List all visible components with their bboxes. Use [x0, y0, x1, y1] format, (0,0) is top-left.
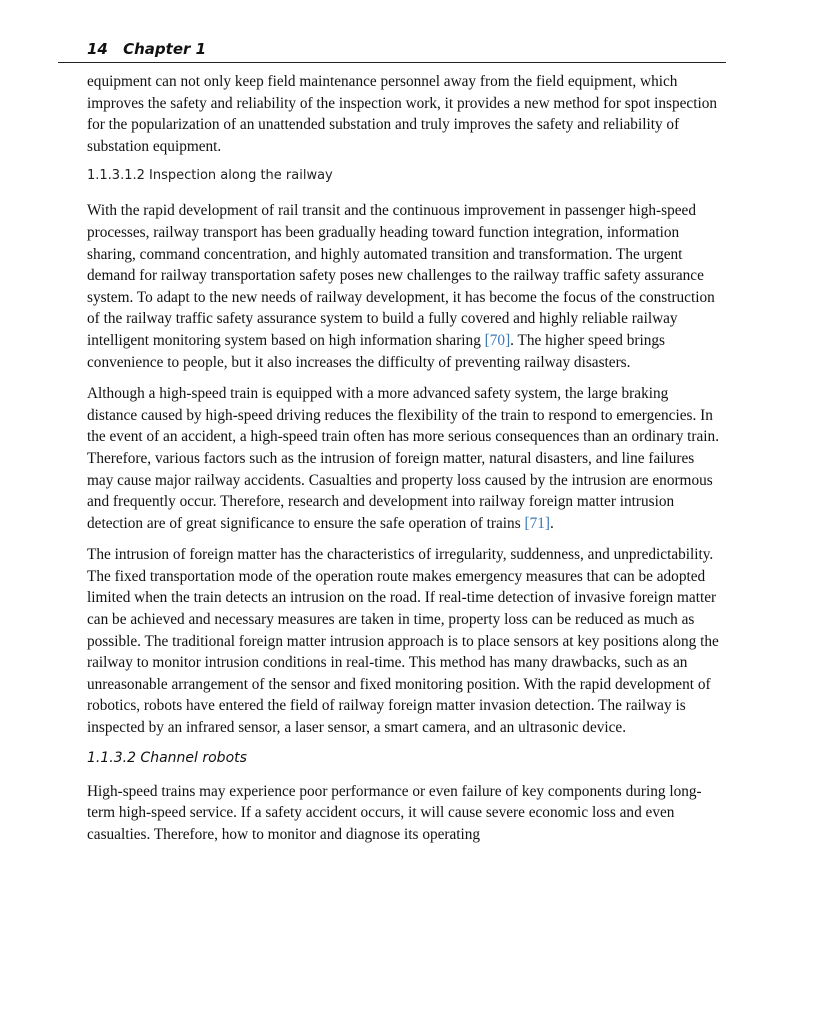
- citation-link[interactable]: [70]: [484, 331, 511, 349]
- paragraph-text: . The higher speed brings convenience to people, but it also increases the difficulty of preventing railway disasters.: [87, 331, 665, 371]
- page-body: [87, 71, 721, 845]
- paragraph-high-speed-train: [87, 383, 721, 534]
- page-number: 14: [87, 40, 108, 58]
- paragraph-foreign-matter: The intrusion of foreign matter has the characteristics of irregularity, suddenness, and unpredictability. The fixed transportation mode of the operation route makes emergency measures that can be adopted limited when the train detects an intrusion on the road. If real-time detection of invasive foreign matter can be achieved and necessary measures are taken in time, property loss can be reduced as much as possible. The traditional foreign matter intrusion approach is to place sensors at key positions along the railway to monitor intrusion conditions in real-time. This method has many drawbacks, such as an unreasonable arrangement of the sensor and fixed monitoring position. With the rapid development of robotics, robots have entered the field of railway foreign matter invasion detection. The railway is inspected by an infrared sensor, a laser sensor, a smart camera, and an ultrasonic device.: [87, 546, 719, 737]
- book-page: [87, 36, 721, 855]
- subsection-heading-railway-inspection: 1.1.3.1.2 Inspection along the railway: [87, 168, 333, 184]
- subsection-heading-channel-robots: 1.1.3.2 Channel robots: [87, 749, 247, 766]
- paragraph-intro: equipment can not only keep field maintenance personnel away from the field equipment, which improves the safety and reliability of the inspection work, it provides a new method for spot inspection for the popularization of an unattended substation and truly improves the safety and reliability of substation equipment.: [87, 73, 718, 155]
- paragraph-rail-transit: [87, 200, 721, 373]
- chapter-title: Chapter 1: [123, 40, 207, 58]
- paragraph-text: .: [549, 514, 554, 532]
- paragraph-text: With the rapid development of rail transit and the continuous improvement in passenger high-speed processes, railway transport has been gradually heading toward function integration, information sharing, command concentration, and highly automated transition and transformation. The urgent demand for railway transportation safety poses new challenges to the railway traffic safety assurance system. To adapt to the new needs of railway development, it has become the focus of the construction of the railway traffic safety assurance system to build a fully covered and highly reliable railway intelligent monitoring system based on high information sharing: [87, 202, 715, 349]
- paragraph-text: Although a high-speed train is equipped with a more advanced safety system, the large braking distance caused by high-speed driving reduces the flexibility of the train to respond to emergencies. In the event of an accident, a high-speed train often has more serious consequences than an ordinary train. Therefore, various factors such as the intrusion of foreign matter, natural disasters, and line failures may cause major railway accidents. Casualties and property loss caused by the intrusion are enormous and frequently occur. Therefore, research and development into railway foreign matter intrusion detection are of great significance to ensure the safe operation of trains: [87, 385, 720, 532]
- paragraph-channel-robots: High-speed trains may experience poor performance or even failure of key components during long-term high-speed service. If a safety accident occurs, it will cause severe economic loss and even casualties. Therefore, how to monitor and diagnose its operating: [87, 782, 702, 843]
- running-header: [58, 36, 726, 63]
- citation-link[interactable]: [71]: [524, 514, 550, 532]
